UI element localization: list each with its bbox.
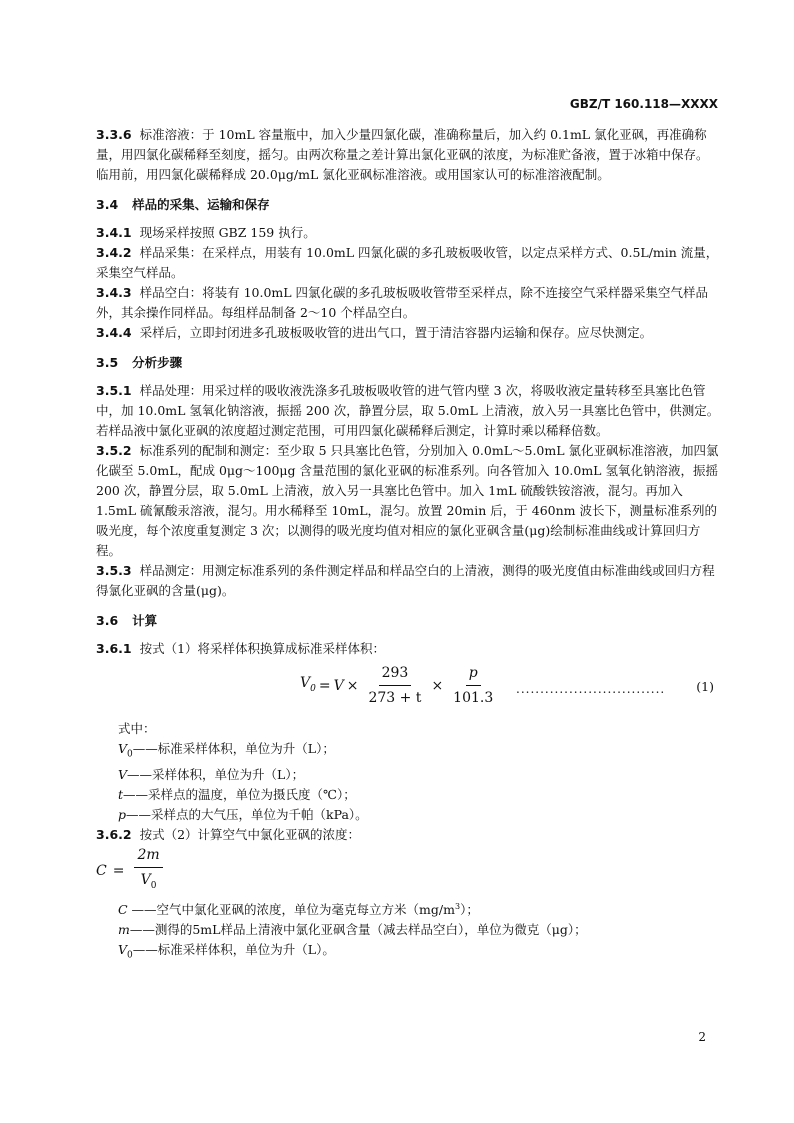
clause-3-4-3 — [96, 283, 720, 323]
fraction-denominator: $V_0$ — [140, 872, 157, 891]
clause-text: 样品测定：用测定标准系列的条件测定样品和样品空白的上清液，测得的吸光度值由标准曲线或回归方程得氯化亚砜的含量(μg)。 — [96, 563, 715, 598]
definition-v0: $V_0——$标准采样体积，单位为升（L）； — [118, 741, 335, 760]
clause-text: 按式（1）将采样体积换算成标准采样体积： — [139, 641, 386, 656]
clause-3-5-1 — [96, 381, 720, 441]
clause-number: 3.4.3 — [96, 285, 132, 300]
standard-code: GBZ/T 160.118—XXXX — [569, 97, 718, 111]
clause-3-4-4 — [96, 323, 720, 343]
equals-sign: = — [318, 677, 331, 694]
clause-number: 3.5.1 — [96, 383, 132, 398]
definition-v: V——采样体积，单位为升（L）； — [118, 766, 305, 782]
formula-1-expression — [300, 663, 500, 708]
formula-lhs: $V_0$ — [300, 674, 316, 694]
concentration-fraction — [134, 845, 162, 896]
clause-text: 样品空白：将装有 10.0mL 四氯化碳的多孔玻板吸收管带至采样点，除不连接空气采样器采集空气样品外，其余操作同样品。每组样品制备 2～10 个样品空白。 — [96, 285, 709, 320]
section-number: 3.6 — [96, 613, 119, 628]
clause-text: 现场采样按照 GBZ 159 执行。 — [139, 225, 316, 240]
clause-number: 3.6.2 — [96, 826, 132, 842]
clause-number: 3.4.2 — [96, 245, 132, 260]
clause-number: 3.4.1 — [96, 225, 132, 240]
fraction-numerator: p — [466, 663, 481, 686]
volume-symbol: V — [333, 677, 344, 694]
clause-3-3-6 — [96, 125, 720, 185]
fraction-denominator: 101.3 — [453, 690, 494, 706]
clause-3-4-2 — [96, 243, 720, 283]
definition-c: C ——空气中氯化亚砜的浓度，单位为毫克每立方米$(mg/m^3)$； — [118, 901, 479, 917]
clause-3-5-3 — [96, 561, 720, 601]
clause-number: 3.5.2 — [96, 443, 132, 458]
section-number: 3.4 — [96, 197, 119, 212]
clause-3-6-1 — [96, 639, 720, 659]
clause-3-4-1 — [96, 223, 720, 243]
clause-number: 3.5.3 — [96, 563, 132, 578]
leader-dots: ............................... — [516, 682, 666, 696]
document-body — [96, 125, 720, 965]
pressure-fraction — [450, 663, 496, 708]
definition-p: p——采样点的大气压，单位为千帕（kPa）。 — [118, 806, 368, 822]
page-number: 2 — [698, 1030, 706, 1044]
clause-text: 按式（2）计算空气中氯化亚砜的浓度： — [139, 826, 361, 842]
formula-lhs: C — [96, 862, 107, 879]
section-title: 样品的采集、运输和保存 — [132, 197, 270, 212]
section-heading-3-6 — [96, 611, 720, 631]
fraction-numerator: 293 — [379, 663, 412, 686]
clause-3-5-2 — [96, 441, 720, 561]
clause-number: 3.4.4 — [96, 325, 132, 340]
section-heading-3-5 — [96, 353, 720, 373]
where-label: 式中： — [118, 721, 156, 736]
fraction-numerator: 2m — [134, 845, 162, 868]
section-title: 分析步骤 — [132, 355, 183, 370]
equals-sign: = — [112, 862, 125, 879]
section-number: 3.5 — [96, 355, 119, 370]
section-heading-3-4 — [96, 195, 720, 215]
times-sign: × — [346, 677, 359, 694]
section-title: 计算 — [132, 613, 158, 628]
clause-text: 标准系列的配制和测定：至少取 5 只具塞比色管，分别加入 0.0mL～5.0mL 氯化亚砜标准溶液，加四氯化碳至 5.0mL，配成 0μg～100μg 含量范围的氯化亚砜的标准系列。向各管加入 10.0mL 氢氧化钠溶液，振摇 200 次，静置分层，取 5.0mL 上清液，放入另一具塞比色管中。加入 1mL 硫酸铁铵溶液，混匀。再加入 1.5mL 硫氰酸汞溶液，混匀。用水稀释至 10mL，混匀。放置 20min 后，于 460nm 波长下，测量标准系列的吸光度，每个浓度重复测定 3 次；以测得的吸光度均值对相应的氯化亚砜含量(μg)绘制标准曲线或计算回归方程。 — [96, 443, 719, 558]
formula-number: (1) — [696, 679, 714, 694]
clause-3-6-2 — [96, 825, 720, 845]
definition-t: t——采样点的温度，单位为摄氏度（℃）； — [118, 786, 356, 802]
clause-text: 标准溶液：于 10mL 容量瓶中，加入少量四氯化碳，准确称量后，加入约 0.1mL 氯化亚砜，再准确称量，用四氯化碳稀释至刻度，摇匀。由两次称量之差计算出氯化亚砜的浓度，为标准贮备液，置于冰箱中保存。临用前，用四氯化碳稀释成 20.0μg/mL 氯化亚砜标准溶液。或用国家认可的标准溶液配制。 — [96, 127, 709, 182]
clause-text: 样品采集：在采样点，用装有 10.0mL 四氯化碳的多孔玻板吸收管，以定点采样方式、0.5L/min 流量，采集空气样品。 — [96, 245, 719, 280]
clause-number: 3.6.1 — [96, 641, 132, 656]
times-sign: × — [431, 677, 444, 694]
definition-v0-2: $V_0——$标准采样体积，单位为升（L）。 — [118, 941, 335, 961]
definition-m: m——测得的5mL样品上清液中氯化亚砜含量（减去样品空白），单位为微克（μg）； — [118, 921, 587, 937]
clause-text: 采样后，立即封闭进多孔玻板吸收管的进出气口，置于清洁容器内运输和保存。应尽快测定。 — [139, 325, 653, 340]
formula-2 — [96, 845, 720, 897]
clause-number: 3.3.6 — [96, 127, 132, 142]
fraction-denominator: 273 + t — [368, 690, 422, 706]
temperature-fraction — [365, 663, 424, 708]
formula-1 — [96, 659, 720, 719]
clause-text: 样品处理：用采过样的吸收液洗涤多孔玻板吸收管的进气管内壁 3 次，将吸收液定量转移至具塞比色管中，加 10.0mL 氢氧化钠溶液，振摇 200 次，静置分层，取 5.0mL 上清液，放入另一具塞比色管中，供测定。若样品液中氯化亚砜的浓度超过测定范围，可用四氯化碳稀释后测定，计算时乘以稀释倍数。 — [96, 383, 720, 438]
